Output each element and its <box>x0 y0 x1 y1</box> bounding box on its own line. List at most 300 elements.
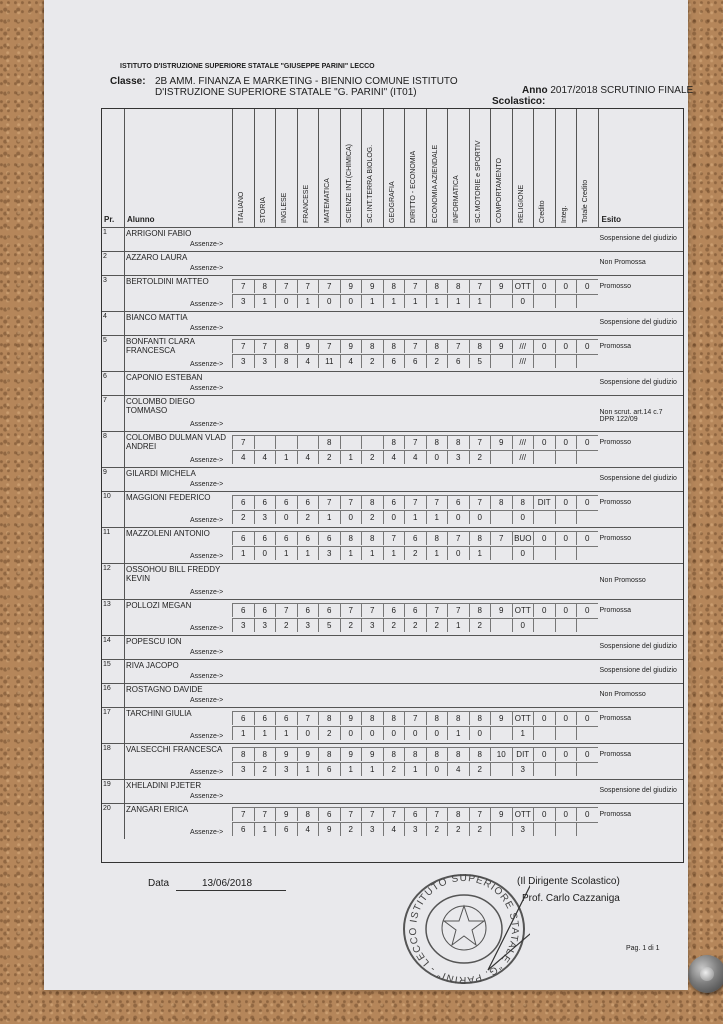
grade-cell: 8 <box>447 711 469 725</box>
row-divider <box>124 335 125 371</box>
absence-cell: 2 <box>297 510 319 524</box>
grade-cell: 6 <box>404 807 426 821</box>
student-name: MAZZOLENI ANTONIO <box>126 529 210 538</box>
grade-cell: 8 <box>447 435 469 449</box>
absence-cell: 3 <box>275 762 297 776</box>
classe-label: Classe: <box>110 76 146 87</box>
absence-cell: 3 <box>254 354 276 368</box>
student-name: AZZARO LAURA <box>126 253 188 262</box>
grade-cell: 0 <box>555 711 577 725</box>
grade-cell: 0 <box>555 495 577 509</box>
anno-label: Anno <box>522 85 548 96</box>
column-header-subject: FRANCESE <box>302 184 310 223</box>
absence-cell: 4 <box>297 450 319 464</box>
absence-cell <box>490 450 512 464</box>
grade-cell: 9 <box>490 603 512 617</box>
absence-cell: 1 <box>254 294 276 308</box>
column-divider <box>490 109 491 227</box>
row-divider <box>124 659 125 683</box>
absence-cell: 2 <box>383 762 405 776</box>
grade-cell: 7 <box>275 279 297 293</box>
absence-cell <box>533 546 555 560</box>
grade-cell: 0 <box>555 807 577 821</box>
grade-cell: OTT <box>512 807 534 821</box>
student-name: BONFANTI CLARA FRANCESCA <box>126 337 195 355</box>
student-name: OSSOHOU BILL FREDDY KEVIN <box>126 565 221 583</box>
absence-cell: 2 <box>404 618 426 632</box>
grade-cell: 8 <box>361 495 383 509</box>
column-divider <box>555 109 556 227</box>
grade-cell: 6 <box>232 531 254 545</box>
grade-cell: 7 <box>426 807 448 821</box>
absence-cell: 2 <box>426 618 448 632</box>
grade-cell <box>275 435 297 449</box>
absence-cell: 1 <box>275 450 297 464</box>
grade-cell: 0 <box>576 747 598 761</box>
row-divider <box>124 371 125 395</box>
absence-cell: 4 <box>254 450 276 464</box>
student-name: RIVA JACOPO <box>126 661 179 670</box>
grade-cell: 7 <box>340 495 362 509</box>
grade-cell: 9 <box>275 747 297 761</box>
absence-cell: 4 <box>383 450 405 464</box>
grade-cell: 9 <box>490 279 512 293</box>
absence-cell: 0 <box>512 546 534 560</box>
grade-cell: 7 <box>340 807 362 821</box>
absence-cell <box>533 354 555 368</box>
absence-cell <box>490 762 512 776</box>
grade-cell: 7 <box>383 807 405 821</box>
grade-cell: 0 <box>576 495 598 509</box>
row-divider <box>124 599 125 635</box>
grade-cell: 8 <box>383 339 405 353</box>
row-divider <box>124 491 125 527</box>
grade-cell: 8 <box>469 603 491 617</box>
grade-cell: 0 <box>555 747 577 761</box>
grade-cell: 8 <box>404 747 426 761</box>
grade-cell: DIT <box>533 495 555 509</box>
assenze-label: Assenze-> <box>190 589 224 596</box>
column-header-subject: ITALIANO <box>238 191 245 223</box>
student-esito: Promossa <box>599 811 632 818</box>
grade-cell: 7 <box>404 279 426 293</box>
absence-cell: 2 <box>469 450 491 464</box>
emblem-icon <box>442 906 486 950</box>
absence-cell <box>576 726 598 740</box>
assenze-label: Assenze-> <box>190 517 224 524</box>
grade-cell: 9 <box>340 279 362 293</box>
grade-cell: 0 <box>533 531 555 545</box>
grade-cell: 9 <box>340 747 362 761</box>
grade-cell: 8 <box>318 711 340 725</box>
absence-cell: 1 <box>340 450 362 464</box>
column-header-subject: SC.MOTORIE e SPORTIV <box>474 140 482 223</box>
row-divider <box>124 431 125 467</box>
grade-cell: 8 <box>361 531 383 545</box>
anno-value: 2017/2018 <box>550 85 598 96</box>
student-esito: Promossa <box>599 751 632 758</box>
absence-cell <box>576 762 598 776</box>
absence-cell: 1 <box>232 726 254 740</box>
absence-cell: 9 <box>318 822 340 836</box>
absence-cell: 1 <box>512 726 534 740</box>
grade-cell: 0 <box>555 339 577 353</box>
grade-cell: 9 <box>297 747 319 761</box>
column-divider <box>533 109 534 227</box>
grade-cell: 8 <box>512 495 534 509</box>
absence-cell <box>576 546 598 560</box>
student-number: 14 <box>103 637 111 644</box>
absence-cell <box>555 354 577 368</box>
grade-cell: 7 <box>404 495 426 509</box>
absence-cell: 0 <box>275 294 297 308</box>
absence-cell: 1 <box>297 762 319 776</box>
column-divider <box>318 109 319 227</box>
absence-cell: 0 <box>426 726 448 740</box>
row-divider <box>124 635 125 659</box>
absence-cell <box>555 618 577 632</box>
assenze-label: Assenze-> <box>190 361 224 368</box>
scolastico-label: Scolastico: <box>492 96 546 107</box>
grade-cell: 8 <box>254 747 276 761</box>
assenze-label: Assenze-> <box>190 697 224 704</box>
column-divider <box>124 109 125 227</box>
column-header-subject: RELIGIONE <box>517 184 525 223</box>
absence-cell <box>490 354 512 368</box>
grade-cell: 8 <box>426 279 448 293</box>
student-name: XHELADINI PJETER <box>126 781 202 790</box>
absence-cell: 3 <box>447 450 469 464</box>
column-divider <box>598 109 599 227</box>
grade-cell: 9 <box>490 339 512 353</box>
absence-cell: 0 <box>512 510 534 524</box>
grade-cell: 7 <box>469 495 491 509</box>
grade-cell: 6 <box>254 495 276 509</box>
column-header-subject: MATEMATICA <box>324 178 331 223</box>
grade-cell: 9 <box>297 339 319 353</box>
absence-cell: 2 <box>318 450 340 464</box>
absence-cell: 3 <box>254 618 276 632</box>
dirigente-title: (Il Dirigente Scolastico) <box>517 876 620 887</box>
absence-cell: /// <box>512 450 534 464</box>
student-esito: Sospensione del giudizio <box>599 667 677 674</box>
grade-cell: 6 <box>232 603 254 617</box>
absence-cell: 1 <box>361 546 383 560</box>
student-esito: Promosso <box>599 283 632 290</box>
column-header-subject: ECONOMIA AZIENDALE <box>431 144 439 223</box>
absence-cell <box>576 450 598 464</box>
student-name: BIANCO MATTIA <box>126 313 188 322</box>
grade-cell: 9 <box>490 807 512 821</box>
student-number: 4 <box>103 313 107 320</box>
grade-cell: 8 <box>426 747 448 761</box>
grade-cell: 0 <box>533 807 555 821</box>
grade-cell: 9 <box>361 279 383 293</box>
absence-cell: 3 <box>232 762 254 776</box>
absence-cell: 0 <box>404 726 426 740</box>
grade-cell: 7 <box>318 279 340 293</box>
grade-cell: 8 <box>383 279 405 293</box>
grade-cell: 7 <box>447 531 469 545</box>
student-esito: Non scrut. art.14 c.7 DPR 122/09 <box>599 409 663 423</box>
grade-cell: 6 <box>254 603 276 617</box>
student-number: 16 <box>103 685 111 692</box>
student-number: 19 <box>103 781 111 788</box>
assenze-label: Assenze-> <box>190 457 224 464</box>
grade-cell: 0 <box>576 339 598 353</box>
absence-cell <box>490 294 512 308</box>
absence-cell: 1 <box>318 510 340 524</box>
date-underline <box>176 890 286 891</box>
column-divider <box>404 109 405 227</box>
student-name: ROSTAGNO DAVIDE <box>126 685 203 694</box>
absence-cell: 0 <box>383 726 405 740</box>
grade-cell: 8 <box>232 747 254 761</box>
absence-cell: 4 <box>447 762 469 776</box>
student-number: 7 <box>103 397 107 404</box>
page-number: Pag. 1 di 1 <box>626 945 660 952</box>
grade-cell: 7 <box>469 435 491 449</box>
grade-cell: 8 <box>361 711 383 725</box>
column-divider <box>232 109 233 227</box>
absence-cell: 1 <box>361 294 383 308</box>
absence-cell: 2 <box>254 762 276 776</box>
absence-cell: 2 <box>340 822 362 836</box>
grade-cell: 9 <box>361 747 383 761</box>
absence-cell: 1 <box>383 294 405 308</box>
absence-cell: 0 <box>254 546 276 560</box>
student-number: 18 <box>103 745 111 752</box>
column-divider <box>275 109 276 227</box>
student-name: ARRIGONI FABIO <box>126 229 192 238</box>
grade-cell: 7 <box>254 807 276 821</box>
student-esito: Promossa <box>599 607 632 614</box>
grade-cell: 0 <box>555 531 577 545</box>
student-name: CAPONIO ESTEBAN <box>126 373 203 382</box>
row-divider <box>124 563 125 599</box>
absence-cell: 0 <box>275 510 297 524</box>
absence-cell: 4 <box>297 354 319 368</box>
grade-cell <box>340 435 362 449</box>
grade-cell: 7 <box>232 279 254 293</box>
absence-cell: 1 <box>447 294 469 308</box>
grade-cell: 6 <box>232 711 254 725</box>
absence-cell: 2 <box>469 762 491 776</box>
absence-cell: 6 <box>404 354 426 368</box>
student-number: 13 <box>103 601 111 608</box>
grade-cell: 6 <box>383 603 405 617</box>
column-divider <box>297 109 298 227</box>
student-number: 12 <box>103 565 111 572</box>
grade-cell: 7 <box>361 807 383 821</box>
absence-cell: 0 <box>469 726 491 740</box>
absence-cell: 1 <box>469 546 491 560</box>
grade-cell: 8 <box>490 495 512 509</box>
grade-cell: 8 <box>469 531 491 545</box>
grade-cell: 8 <box>426 711 448 725</box>
absence-cell: 0 <box>512 618 534 632</box>
absence-cell: 0 <box>512 294 534 308</box>
row-divider <box>124 311 125 335</box>
assenze-label: Assenze-> <box>190 649 224 656</box>
absence-cell: 2 <box>447 822 469 836</box>
grade-cell: 6 <box>254 531 276 545</box>
grade-cell: 8 <box>318 435 340 449</box>
student-number: 3 <box>103 277 107 284</box>
absence-cell: 2 <box>469 822 491 836</box>
column-header-subject: INGLESE <box>281 192 288 223</box>
scrutinio-label: SCRUTINIO FINALE <box>600 85 694 96</box>
absence-cell: 1 <box>383 546 405 560</box>
grade-cell: 6 <box>232 495 254 509</box>
student-number: 6 <box>103 373 107 380</box>
assenze-label: Assenze-> <box>190 553 224 560</box>
absence-cell: 1 <box>232 546 254 560</box>
absence-cell <box>533 762 555 776</box>
assenze-label: Assenze-> <box>190 421 224 428</box>
grade-cell: 8 <box>426 435 448 449</box>
student-number: 10 <box>103 493 111 500</box>
date-label: Data <box>148 878 170 889</box>
absence-cell <box>555 294 577 308</box>
student-number: 17 <box>103 709 111 716</box>
assenze-label: Assenze-> <box>190 673 224 680</box>
row-divider <box>124 707 125 743</box>
grade-cell: 7 <box>318 495 340 509</box>
grade-cell: 6 <box>275 495 297 509</box>
absence-cell: 2 <box>404 546 426 560</box>
absence-cell: 2 <box>361 510 383 524</box>
absence-cell <box>533 294 555 308</box>
row-divider <box>124 527 125 563</box>
grade-cell: 7 <box>447 339 469 353</box>
absence-cell: 1 <box>275 726 297 740</box>
absence-cell: 6 <box>232 822 254 836</box>
column-header-subject: SCIENZE INT.(CHIMICA) <box>345 144 353 223</box>
absence-cell: 2 <box>361 354 383 368</box>
grade-cell: 0 <box>576 807 598 821</box>
row-divider <box>124 803 125 839</box>
absence-cell <box>533 618 555 632</box>
column-divider <box>426 109 427 227</box>
absence-cell: 1 <box>447 726 469 740</box>
grade-cell: 6 <box>297 531 319 545</box>
assenze-label: Assenze-> <box>190 241 224 248</box>
assenze-label: Assenze-> <box>190 325 224 332</box>
student-number: 20 <box>103 805 111 812</box>
grade-cell: 8 <box>383 711 405 725</box>
absence-cell: 1 <box>447 618 469 632</box>
date-value: 13/06/2018 <box>202 878 253 889</box>
grade-cell: OTT <box>512 279 534 293</box>
absence-cell: /// <box>512 354 534 368</box>
school-stamp <box>398 870 530 988</box>
absence-cell: 2 <box>275 618 297 632</box>
absence-cell <box>576 510 598 524</box>
absence-cell: 0 <box>447 510 469 524</box>
institute-name: ISTITUTO D'ISTRUZIONE SUPERIORE STATALE "GIUSEPPE PARINI" LECCO <box>120 63 375 70</box>
grade-cell: 8 <box>383 435 405 449</box>
grade-cell: 9 <box>340 711 362 725</box>
grade-cell: 0 <box>576 603 598 617</box>
absence-cell: 0 <box>340 510 362 524</box>
student-esito: Sospensione del giudizio <box>599 319 677 326</box>
grade-cell: 6 <box>297 495 319 509</box>
assenze-label: Assenze-> <box>190 733 224 740</box>
absence-cell: 2 <box>361 450 383 464</box>
student-name: VALSECCHI FRANCESCA <box>126 745 223 754</box>
column-divider <box>469 109 470 227</box>
grade-cell: 0 <box>555 435 577 449</box>
absence-cell: 1 <box>404 762 426 776</box>
absence-cell: 0 <box>361 726 383 740</box>
grade-cell: 9 <box>275 807 297 821</box>
assenze-label: Assenze-> <box>190 385 224 392</box>
absence-cell: 0 <box>383 510 405 524</box>
absence-cell: 1 <box>469 294 491 308</box>
absence-cell: 0 <box>469 510 491 524</box>
column-header-subject: COMPORTAMENTO <box>496 158 503 223</box>
absence-cell: 3 <box>232 618 254 632</box>
student-name: MAGGIONI FEDERICO <box>126 493 211 502</box>
absence-cell: 6 <box>447 354 469 368</box>
student-esito: Sospensione del giudizio <box>599 235 677 242</box>
student-esito: Sospensione del giudizio <box>599 787 677 794</box>
grade-cell: 8 <box>426 339 448 353</box>
grade-cell: 8 <box>447 747 469 761</box>
grade-cell: 7 <box>447 603 469 617</box>
absence-cell: 1 <box>404 294 426 308</box>
row-divider <box>124 275 125 311</box>
grade-cell: 8 <box>469 339 491 353</box>
grade-cell: 8 <box>254 279 276 293</box>
assenze-label: Assenze-> <box>190 829 224 836</box>
grade-cell: /// <box>512 339 534 353</box>
student-esito: Sospensione del giudizio <box>599 475 677 482</box>
absence-cell: 0 <box>340 294 362 308</box>
grade-cell: 7 <box>232 339 254 353</box>
absence-cell: 6 <box>318 762 340 776</box>
column-header-subject: Totale Credito <box>582 179 589 223</box>
absence-cell: 3 <box>318 546 340 560</box>
grade-cell: 0 <box>555 603 577 617</box>
grades-table <box>101 108 684 863</box>
grade-cell: 0 <box>533 747 555 761</box>
absence-cell <box>576 294 598 308</box>
column-divider <box>576 109 577 227</box>
grade-cell: 9 <box>490 711 512 725</box>
student-number: 9 <box>103 469 107 476</box>
absence-cell <box>555 450 577 464</box>
absence-cell: 1 <box>426 294 448 308</box>
assenze-label: Assenze-> <box>190 793 224 800</box>
grade-cell: 8 <box>447 279 469 293</box>
grade-cell: 7 <box>469 279 491 293</box>
anno-line <box>522 85 693 96</box>
grade-cell: 7 <box>254 339 276 353</box>
grade-cell: 6 <box>404 531 426 545</box>
grade-cell: 7 <box>426 603 448 617</box>
assenze-label: Assenze-> <box>190 265 224 272</box>
grade-cell: 0 <box>533 279 555 293</box>
row-divider <box>124 779 125 803</box>
absence-cell: 1 <box>275 546 297 560</box>
absence-cell: 0 <box>297 726 319 740</box>
student-number: 5 <box>103 337 107 344</box>
grade-cell: 9 <box>490 435 512 449</box>
student-esito: Promosso <box>599 439 632 446</box>
absence-cell: 3 <box>232 294 254 308</box>
